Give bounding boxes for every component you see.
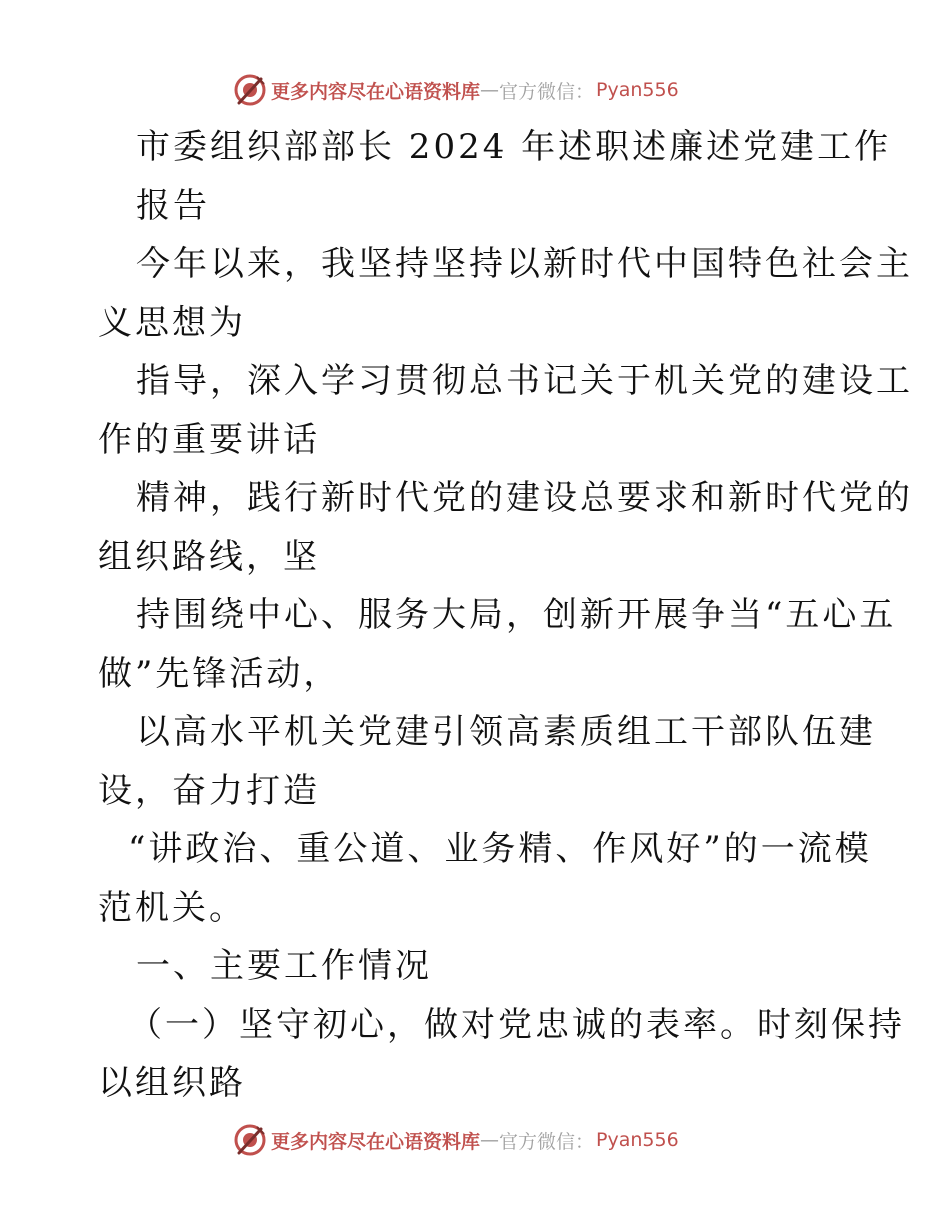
watermark-sub-text: 官方微信： xyxy=(499,1130,595,1153)
section-heading: 一、主要工作情况 xyxy=(136,946,432,986)
paragraph-line: 作的重要讲话 xyxy=(98,419,320,460)
watermark-header xyxy=(233,72,679,108)
watermark-dash: — xyxy=(480,1129,500,1151)
paragraph-line: 范机关。 xyxy=(98,887,246,928)
paragraph-line: 做”先锋活动， xyxy=(98,653,341,694)
pen-logo-icon xyxy=(233,1123,267,1157)
paragraph-line: 以组织路 xyxy=(98,1063,246,1103)
paragraph-line: 精神，践行新时代党的建设总要求和新时代党的 xyxy=(136,478,913,518)
document-title-line-1: 市委组织部部长 2024 年述职述廉述党建工作 xyxy=(136,127,892,167)
subsection-heading-line: （一）坚守初心，做对党忠诚的表率。时刻保持 xyxy=(128,1004,905,1045)
paragraph-line: 指导，深入学习贯彻总书记关于机关党的建设工 xyxy=(136,361,913,401)
paragraph-line: “讲政治、重公道、业务精、作风好”的一流模 xyxy=(128,829,872,869)
watermark-sub-text: 官方微信： xyxy=(499,80,595,103)
watermark-dash: — xyxy=(480,79,500,101)
paragraph-line: 组织路线，坚 xyxy=(98,536,320,577)
document-title-line-2: 报告 xyxy=(136,185,210,226)
watermark-wechat-id: Pyan556 xyxy=(596,79,679,101)
watermark-wechat-id: Pyan556 xyxy=(596,1129,679,1151)
watermark-main-text: 更多内容尽在心语资料库 xyxy=(271,80,481,103)
paragraph-line: 义思想为 xyxy=(98,302,246,343)
watermark-footer xyxy=(233,1122,679,1158)
document-body xyxy=(98,118,913,1113)
paragraph-line: 以高水平机关党建引领高素质组工干部队伍建 xyxy=(136,712,876,752)
watermark-main-text: 更多内容尽在心语资料库 xyxy=(271,1130,481,1153)
pen-logo-icon xyxy=(233,73,267,107)
paragraph-line: 持围绕中心、服务大局，创新开展争当“五心五 xyxy=(136,595,897,635)
paragraph-line: 今年以来，我坚持坚持以新时代中国特色社会主 xyxy=(136,244,913,284)
paragraph-line: 设，奋力打造 xyxy=(98,770,320,811)
